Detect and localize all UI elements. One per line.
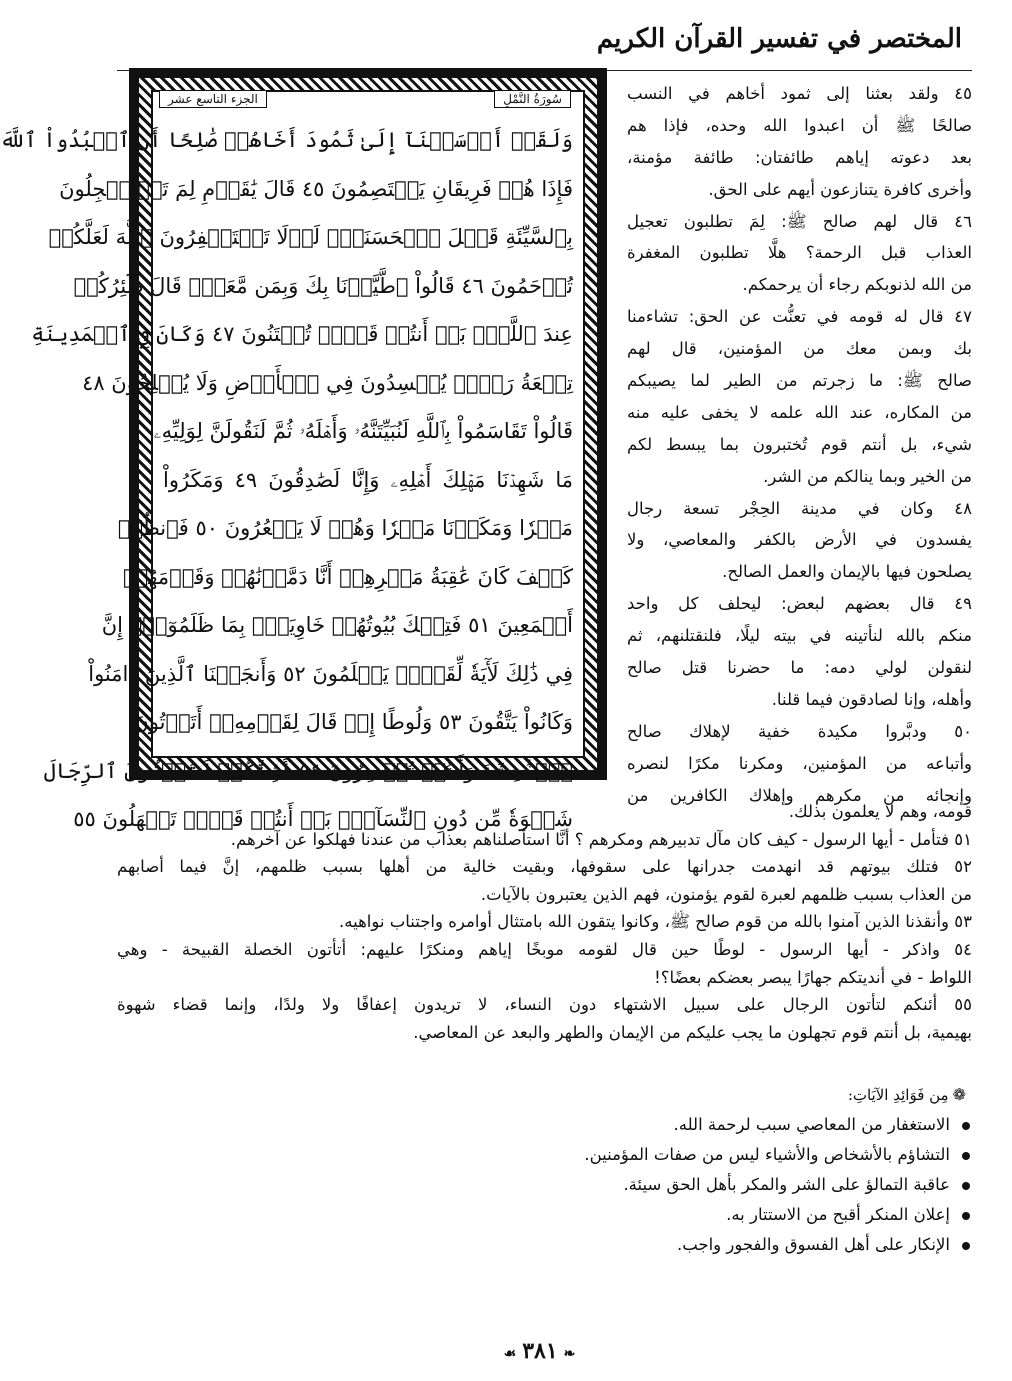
benefits-section: [117, 1085, 972, 1260]
page-number-text: ٣٨١: [522, 1338, 558, 1364]
tafsir-line: ٤٥ ولقد بعثنا إلى ثمود أخاهم في النسب: [627, 84, 972, 103]
quran-line: قَالُواْ تَقَاسَمُواْ بِٱللَّهِ لَنُبَيِّتَنَّهُۥ وَأَهۡلَهُۥ ثُمَّ لَنَقُولَنَّ لِوَلِيِّهِۦ: [153, 419, 573, 443]
bullet-icon: [962, 1122, 970, 1130]
tafsir-line: صالحًا ﷺ أن اعبدوا الله وحده، فإذا هم: [627, 115, 972, 135]
benefit-text: الاستغفار من المعاصي سبب لرحمة الله.: [673, 1115, 950, 1134]
tafsir-line: يفسدون في الأرض بالكفر والمعاصي، ولا: [627, 530, 972, 550]
benefit-text: التشاؤم بالأشخاص والأشياء ليس من صفات المؤمنين.: [584, 1145, 950, 1164]
flower-icon: ❁: [952, 1085, 966, 1104]
quran-frame: [0, 68, 607, 831]
tafsir-line: من الخير وبما ينالكم من الشر.: [763, 466, 972, 486]
tafsir-line: ٤٩ قال بعضهم لبعض: ليحلف كل واحد: [627, 594, 972, 614]
quran-line: تِسۡعَةُ رَهۡطٖ يُفۡسِدُونَ فِي ٱلۡأَرۡضِ وَلَا يُصۡلِحُونَ ٤٨: [82, 370, 573, 395]
quran-frame-inner: [0, 90, 585, 831]
surah-label: سُورَةُ النَّمْلِ: [494, 90, 571, 108]
benefit-text: عاقبة التمالؤ على الشر والمكر بأهل الحق سيئة.: [623, 1175, 950, 1194]
quran-line: عِندَ ٱللَّهِۖ بَلۡ أَنتُمۡ قَوۡمٞ تُفۡتَنُونَ ٤٧ وَكَانَ فِي ٱلۡمَدِينَةِ: [31, 322, 573, 346]
quran-line: كَيۡفَ كَانَ عَٰقِبَةُ مَكۡرِهِمۡ أَنَّا دَمَّرۡنَٰهُمۡ وَقَوۡمَهُمۡ: [122, 564, 573, 589]
tafsir-line: وأخرى كافرة يتنازعون أيهم على الحق.: [708, 179, 972, 199]
tafsir-line: وإنجائه من مكرهم وإهلاك الكافرين من: [627, 785, 972, 805]
tafsir-line: ٥٠ ودبَّروا مكيدة خفية لإهلاك صالح: [627, 721, 972, 741]
tafsir-line: ٥٣ وأنقذنا الذين آمنوا بالله من قوم صالح ﷺ، وكانوا يتقون الله بامتثال أوامره واجتناب نواهيه.: [339, 912, 972, 932]
bottom-tafsir: [117, 798, 972, 1046]
benefits-title-text: مِن فَوَائِدِ الآيَاتِ:: [847, 1086, 949, 1104]
tafsir-line: من المكاره، عند الله علمه لا يخفى عليه منه: [627, 402, 972, 422]
quran-line: مَكۡرٗا وَمَكَرۡنَا مَكۡرٗا وَهُمۡ لَا يَشۡعُرُونَ ٥٠ فَٱنظُرۡ: [117, 516, 573, 540]
bullet-icon: [962, 1152, 970, 1160]
tafsir-line: ٥٢ فتلك بيوتهم قد انهدمت جدرانها على سقوفها، وبقيت خالية من أهلها بسبب ظلمهم، إنَّ فيما أصابهم: [117, 857, 972, 877]
tafsir-line: وأهله، وإنا لصادقون فيما قلنا.: [771, 689, 972, 709]
tafsir-line: ٤٨ وكان في مدينة الحِجْر تسعة رجال: [627, 498, 972, 518]
tafsir-line: بهيمية، بل أنتم قوم تجهلون ما يجب عليكم من الإيمان والطهر والبعد عن المعاصي.: [413, 1022, 972, 1042]
tafsir-line: صالح ﷺ: ما زجرتم من الطير لما يصيبكم: [627, 371, 972, 391]
benefit-item: [117, 1110, 972, 1140]
ornament-icon: ☙: [503, 1346, 517, 1362]
tafsir-line: ٥١ فتأمل - أيها الرسول - كيف كان مآل تدبيرهم ومكرهم ؟ أنَّا استأصلناهم بعذاب من عندنا فهلكوا عن آخرهم.: [230, 829, 972, 849]
benefit-text: الإنكار على أهل الفسوق والفجور واجب.: [676, 1235, 950, 1254]
benefit-item: [117, 1200, 972, 1230]
page-header: [67, 18, 1012, 68]
bullet-icon: [962, 1182, 970, 1190]
benefit-item: [117, 1170, 972, 1200]
tafsir-line: ٥٤ واذكر - أيها الرسول - لوطًا حين قال لقومه موبخًا إياهم ومنكرًا عليهم: أتأتون الخصلة القبيحة - وهي: [117, 939, 972, 959]
bullet-icon: [962, 1212, 970, 1220]
tafsir-line: بك وبمن معك من المؤمنين، قال لهم: [627, 339, 972, 359]
tafsir-line: لنقولن لولي دمه: ما حضرنا قتل صالح: [627, 658, 972, 678]
quran-line: شَهۡوَةٗ مِّن دُونِ ٱلنِّسَآءِۚ بَلۡ أَنتُمۡ قَوۡمٞ تَجۡهَلُونَ ٥٥: [73, 807, 573, 831]
quran-line: فَإِذَا هُمۡ فَرِيقَانِ يَخۡتَصِمُونَ ٤٥ قَالَ يَٰقَوۡمِ لِمَ تَسۡتَعۡجِلُونَ: [59, 176, 573, 201]
benefit-text: إعلان المنكر أقبح من الاستتار به.: [726, 1205, 950, 1224]
quran-line: أَجۡمَعِينَ ٥١ فَتِلۡكَ بُيُوتُهُمۡ خَاوِيَةَۢ بِمَا ظَلَمُوٓاْۚ إِنَّ: [101, 613, 573, 637]
benefit-item: [117, 1140, 972, 1170]
quran-line: وَلَقَدۡ أَرۡسَلۡنَآ إِلَىٰ ثَمُودَ أَخَاهُمۡ صَٰلِحًا أَنِ ٱعۡبُدُواْ ٱللَّهَ: [0, 128, 573, 152]
quran-line: بِٱلسَّيِّئَةِ قَبۡلَ ٱلۡحَسَنَةِۖ لَوۡلَا تَسۡتَغۡفِرُونَ ٱللَّهَ لَعَلَّكُمۡ: [48, 225, 573, 249]
side-tafsir: [627, 78, 972, 811]
benefit-item: [117, 1230, 972, 1260]
page-number: [67, 1338, 1012, 1364]
tafsir-line: من العذاب بسبب ظلمهم لعبرة لقوم يؤمنون، فهم الذين يعتبرون بالآيات.: [480, 884, 972, 904]
tafsir-line: ٤٦ قال لهم صالح ﷺ: لِمَ تطلبون تعجيل: [627, 211, 972, 231]
quran-line: وَكَانُواْ يَتَّقُونَ ٥٣ وَلُوطًا إِذۡ قَالَ لِقَوۡمِهِۦٓ أَتَأۡتُونَ: [133, 710, 573, 734]
tafsir-line: العذاب قبل الرحمة؟ هلَّا تطلبون المغفرة: [627, 243, 972, 263]
tafsir-line: ٤٧ قال له قومه في تعنُّت عن الحق: تشاءمنا: [627, 307, 972, 327]
quran-line: تُرۡحَمُونَ ٤٦ قَالُواْ ٱطَّيَّرۡنَا بِكَ وَبِمَن مَّعَكَۚ قَالَ طَٰٓئِرُكُمۡ: [73, 273, 573, 298]
ornament-icon: ❧: [563, 1346, 576, 1362]
tafsir-line: قومه، وهم لا يعلمون بذلك.: [788, 802, 972, 821]
quran-line: ٱلۡفَٰحِشَةَ وَأَنتُمۡ تُبۡصِرُونَ ٥٤ أَئِنَّكُمۡ لَتَأۡتُونَ ٱلرِّجَالَ: [43, 758, 573, 783]
juz-label: الجزء التاسع عشر: [159, 90, 267, 108]
quran-line: مَا شَهِدۡنَا مَهۡلِكَ أَهۡلِهِۦ وَإِنَّا لَصَٰدِقُونَ ٤٩ وَمَكَرُواْ: [163, 467, 573, 492]
tafsir-line: من الله لذنوبكم رجاء أن يرحمكم.: [742, 275, 972, 295]
benefits-title: [117, 1085, 972, 1104]
tafsir-line: ٥٥ أئنكم لتأتون الرجال على سبيل الاشتهاء دون النساء، لا تريدون إعفافًا ولا ولدًا، وإنما قضاء شهوة: [117, 995, 972, 1015]
quran-line: فِي ذَٰلِكَ لَأٓيَةٗ لِّقَوۡمٖ يَعۡلَمُونَ ٥٢ وَأَنجَيۡنَا ٱلَّذِينَ ءَامَنُواْ: [88, 661, 573, 686]
tafsir-line: منكم بالله لنأتينه في بيته ليلًا، فلنقتلنهم، ثم: [627, 626, 972, 646]
tafsir-line: وأتباعه من المؤمنين، ومكرنا مكرًا لنصره: [627, 753, 972, 773]
tafsir-line: يصلحون فيها بالإيمان والعمل الصالح.: [722, 562, 972, 582]
tafsir-line: شيء، بل أنتم قوم تُختبرون بما يبسط لكم: [627, 434, 972, 454]
tafsir-line: بعد دعوته إياهم طائفتان: طائفة مؤمنة،: [627, 147, 972, 167]
quran-verses: [0, 116, 573, 831]
tafsir-line: اللواط - في أنديتكم جهارًا يبصر بعضكم بعضًا؟!: [654, 967, 972, 987]
bullet-icon: [962, 1242, 970, 1250]
book-title: المختصر في تفسير القرآن الكريم: [596, 24, 962, 54]
